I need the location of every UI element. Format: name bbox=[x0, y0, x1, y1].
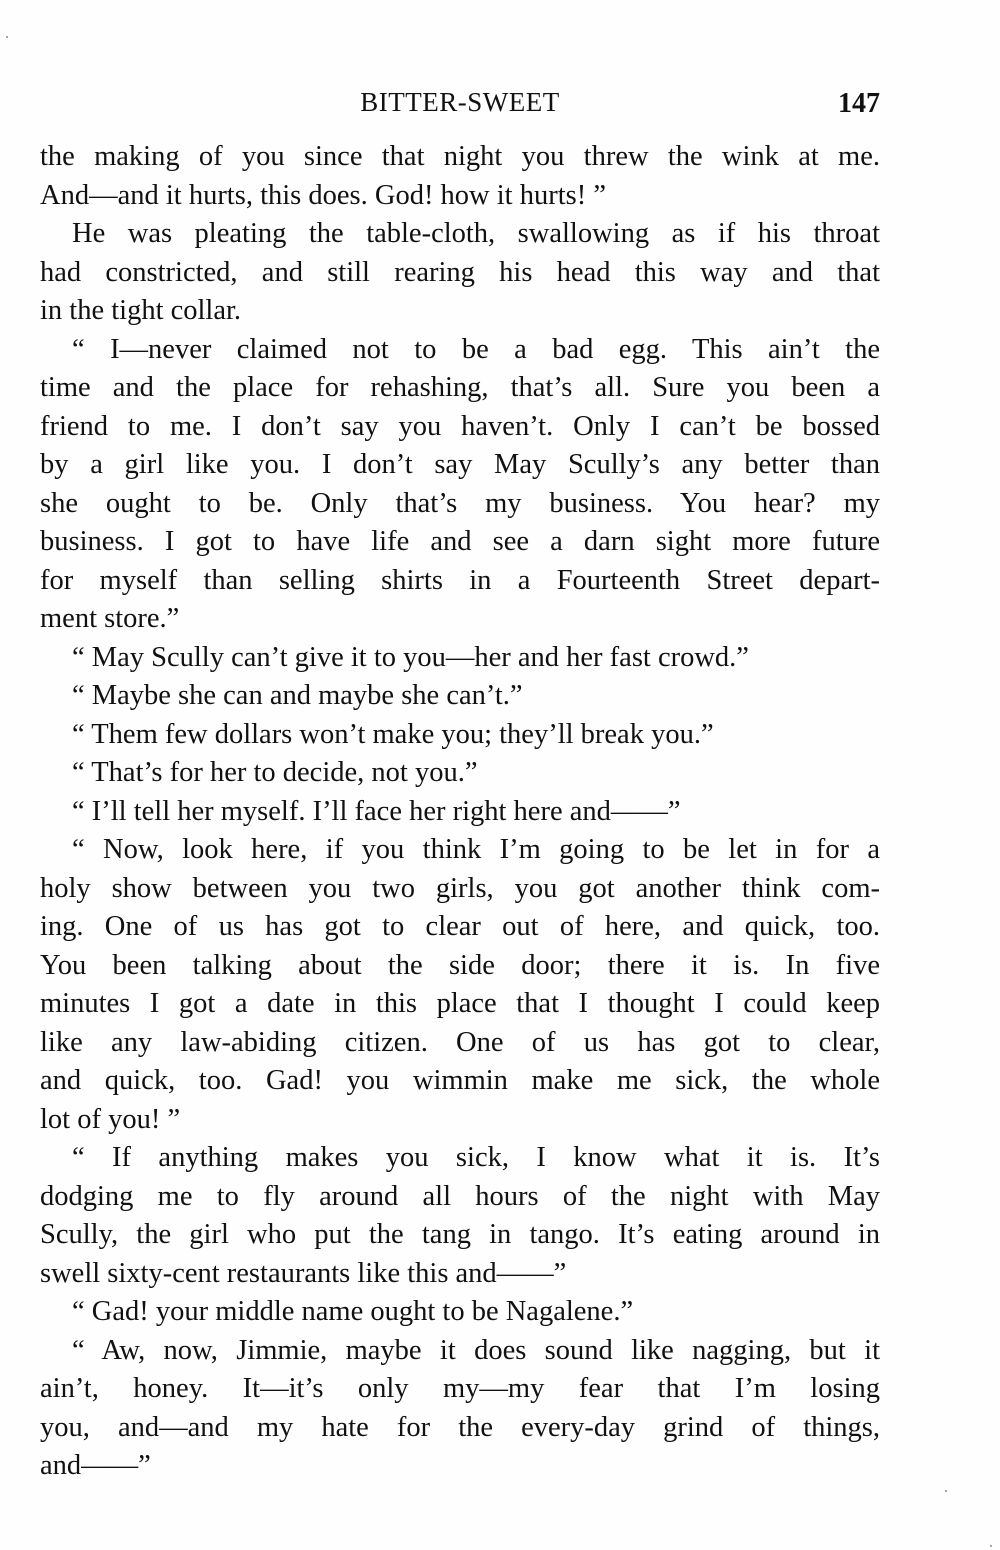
text-line: minutes I got a date in this place that I thought I could keep bbox=[40, 988, 880, 1019]
text-line: time and the place for rehashing, that’s all. Sure you been a bbox=[40, 372, 880, 403]
text-line: “ Them few dollars won’t make you; they’ll break you.” bbox=[72, 718, 714, 750]
text-line: you, and—and my hate for the every-day grind of things, bbox=[40, 1411, 880, 1443]
text-line: “ Maybe she can and maybe she can’t.” bbox=[72, 680, 523, 711]
text-line: lot of you! ” bbox=[40, 1103, 181, 1135]
text-line: she ought to be. Only that’s my business. You hear? my bbox=[40, 487, 880, 519]
text-line: You been talking about the side door; there it is. In five bbox=[40, 949, 880, 981]
text-line: “ That’s for her to decide, not you.” bbox=[72, 757, 478, 788]
text-line: the making of you since that night you threw the wink at me. bbox=[40, 141, 880, 172]
text-line: had constricted, and still rearing his head this way and that bbox=[40, 256, 880, 288]
text-line: and quick, too. Gad! you wimmin make me sick, the whole bbox=[40, 1065, 880, 1096]
body-text bbox=[40, 138, 880, 1486]
text-line: And—and it hurts, this does. God! how it hurts! ” bbox=[40, 179, 606, 211]
page-number: 147 bbox=[838, 88, 880, 119]
running-head bbox=[40, 82, 880, 122]
paper-speck bbox=[990, 1545, 992, 1547]
text-line: ing. One of us has got to clear out of here, and quick, too. bbox=[40, 911, 880, 942]
text-line: “ I—never claimed not to be a bad egg. This ain’t the bbox=[72, 333, 880, 365]
text-line: swell sixty-cent restaurants like this and——” bbox=[40, 1257, 567, 1289]
text-line: “ Gad! your middle name ought to be Nagalene.” bbox=[72, 1296, 634, 1327]
paper-speck bbox=[6, 36, 8, 38]
text-line: in the tight collar. bbox=[40, 295, 242, 326]
text-line: “ I’ll tell her myself. I’ll face her right here and——” bbox=[72, 795, 681, 827]
running-title: BITTER-SWEET bbox=[360, 87, 560, 117]
text-line: holy show between you two girls, you got another think com- bbox=[40, 872, 880, 904]
text-line: He was pleating the table-cloth, swallowing as if his throat bbox=[72, 218, 880, 249]
text-line: business. I got to have life and see a darn sight more future bbox=[40, 526, 880, 557]
text-line: Scully, the girl who put the tang in tango. It’s eating around in bbox=[40, 1219, 880, 1250]
text-line: for myself than selling shirts in a Fourteenth Street depart- bbox=[40, 564, 880, 596]
text-line: “ May Scully can’t give it to you—her and her fast crowd.” bbox=[72, 641, 749, 673]
paper-speck bbox=[945, 1490, 947, 1492]
text-line: and——” bbox=[40, 1450, 151, 1481]
text-line: by a girl like you. I don’t say May Scully’s any better than bbox=[40, 449, 880, 480]
text-line: ain’t, honey. It—it’s only my—my fear that I’m losing bbox=[40, 1373, 880, 1404]
text-line: like any law-abiding citizen. One of us has got to clear, bbox=[40, 1026, 880, 1058]
text-line: dodging me to fly around all hours of the night with May bbox=[40, 1180, 880, 1212]
text-line: friend to me. I don’t say you haven’t. Only I can’t be bossed bbox=[40, 410, 880, 442]
text-line: “ Now, look here, if you think I’m going to be let in for a bbox=[72, 834, 880, 865]
text-line: “ If anything makes you sick, I know what it is. It’s bbox=[72, 1142, 880, 1173]
text-line: ment store.” bbox=[40, 603, 180, 634]
text-line: “ Aw, now, Jimmie, maybe it does sound like nagging, but it bbox=[72, 1334, 880, 1366]
